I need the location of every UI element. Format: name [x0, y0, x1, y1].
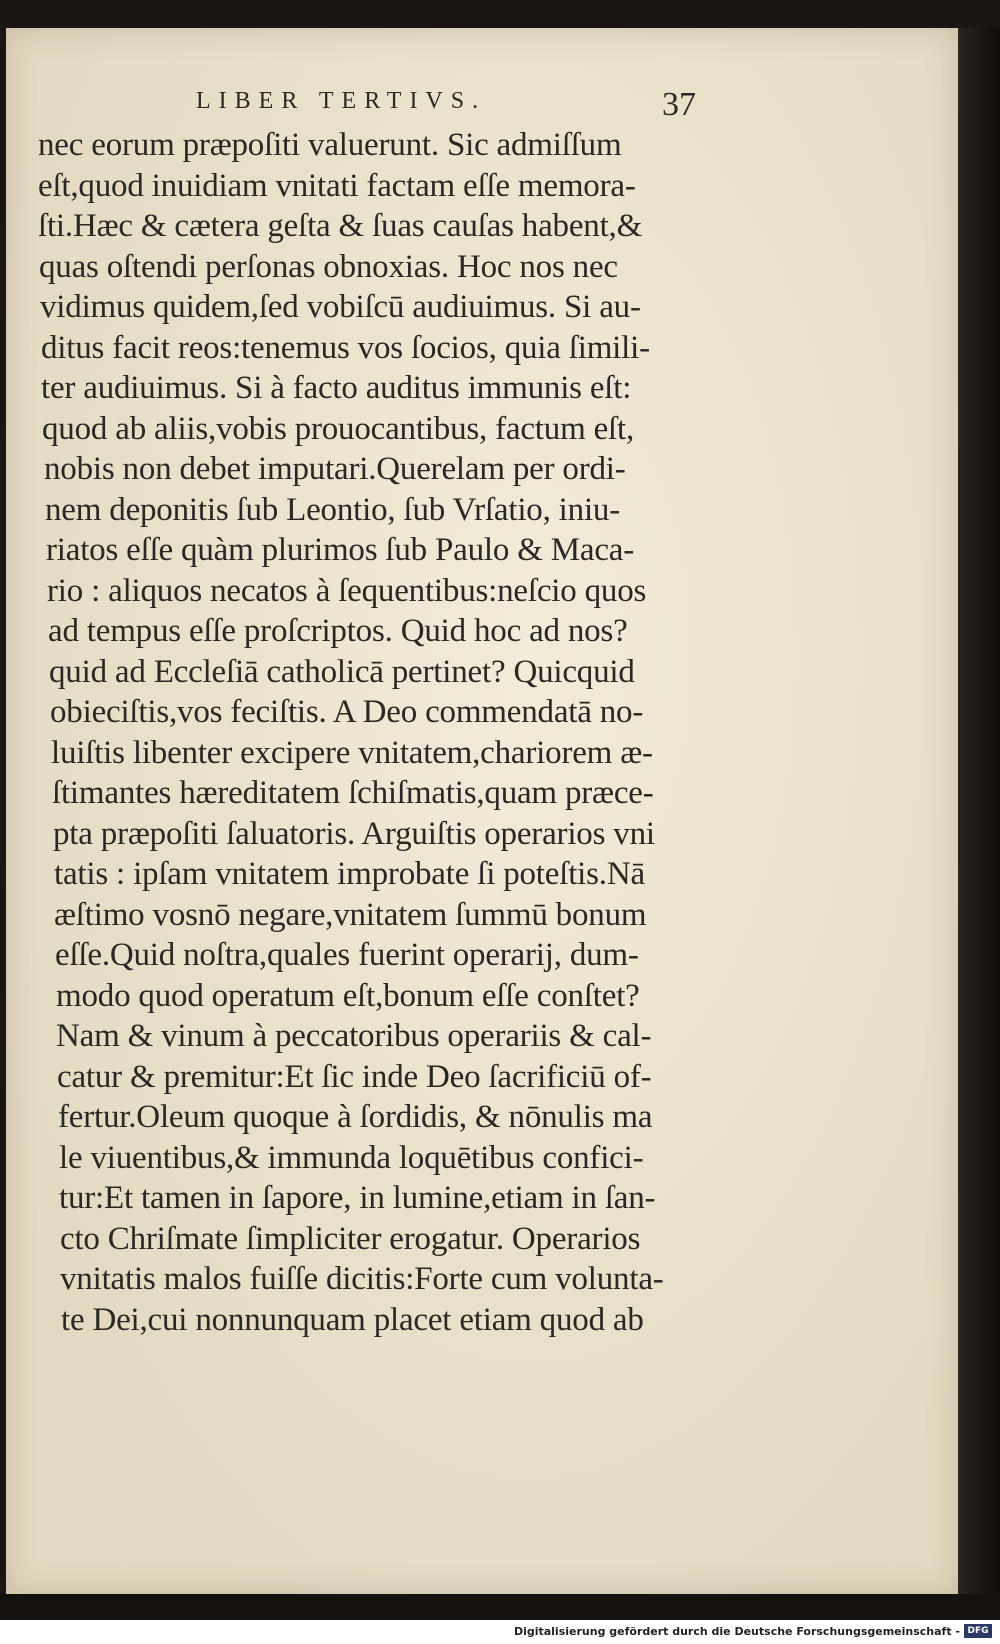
text-line: eſſe.Quid noſtra,quales fuerint operarij, dum- — [55, 937, 639, 973]
text-line: ter audiuimus. Si à facto auditus immunis eſt: — [41, 370, 632, 406]
text-line: obieciſtis,vos feciſtis. A Deo commendatā no- — [50, 694, 644, 730]
text-line: vnitatis malos fuiſſe dicitis:Forte cum volunta- — [60, 1261, 664, 1297]
text-line: tatis : ipſam vnitatem improbate ſi poteſtis.Nā — [54, 856, 645, 892]
running-head: LIBER TERTIVS. — [196, 88, 487, 114]
text-line: ſtimantes hæreditatem ſchiſmatis,quam præce- — [52, 775, 654, 811]
body-text — [38, 125, 738, 1340]
text-line: luiſtis libenter excipere vnitatem,chariorem æ- — [51, 734, 653, 771]
text-line: le viuentibus,& immunda loquētibus confici- — [59, 1139, 644, 1176]
text-line: rio : aliquos necatos à ſequentibus:neſcio quos — [47, 572, 647, 609]
text-line: catur & premitur:Et ſic inde Deo ſacrificiū of- — [57, 1058, 652, 1095]
text-line: te Dei,cui nonnunquam placet etiam quod ab — [61, 1301, 644, 1338]
text-line: nec eorum præpoſiti valuerunt. Sic admiſſum — [38, 127, 622, 163]
text-line: ad tempus eſſe proſcriptos. Quid hoc ad nos? — [48, 613, 628, 649]
dfg-logo-icon: DFG — [964, 1624, 992, 1638]
text-line: nem deponitis ſub Leontio, ſub Vrſatio, iniu- — [45, 491, 621, 528]
text-line: modo quod operatum eſt,bonum eſſe conſtet? — [56, 977, 640, 1014]
text-line: tur:Et tamen in ſapore, in lumine,etiam in ſan- — [59, 1180, 656, 1216]
page-edge-shadow — [958, 28, 1000, 1620]
text-line: Nam & vinum à peccatoribus operariis & cal- — [56, 1018, 652, 1054]
scan-bottom-border — [0, 1594, 1000, 1620]
text-line: ditus facit reos:tenemus vos ſocios, quia ſimili- — [41, 329, 650, 366]
text-line: ſti.Hæc & cætera geſta & ſuas cauſas habent,& — [38, 208, 643, 244]
funding-credit: Digitalisierung gefördert durch die Deutsche Forschungsgemeinschaft - — [513, 1625, 960, 1638]
text-line: vidimus quidem,ſed vobiſcū audiuimus. Si au- — [40, 289, 641, 325]
text-line: riatos eſſe quàm plurimos ſub Paulo & Maca- — [46, 532, 635, 568]
text-line: cto Chriſmate ſimpliciter erogatur. Operarios — [60, 1220, 641, 1257]
text-line: æſtimo vosnō negare,vnitatem ſummū bonum — [54, 896, 647, 933]
text-line: eſt,quod inuidiam vnitati factam eſſe memora- — [38, 167, 636, 204]
text-line: nobis non debet imputari.Querelam per ordi- — [44, 451, 626, 487]
text-line: quod ab aliis,vobis prouocantibus, factum eſt, — [42, 410, 635, 447]
text-line: quas oſtendi perſonas obnoxias. Hoc nos nec — [39, 248, 618, 285]
text-line: pta præpoſiti ſaluatoris. Arguiſtis operarios vni — [53, 815, 655, 852]
text-line: fertur.Oleum quoque à ſordidis, & nōnulis ma — [58, 1099, 653, 1135]
page-number: 37 — [662, 86, 696, 123]
text-line: quid ad Eccleſiā catholicā pertinet? Quicquid — [49, 653, 635, 690]
